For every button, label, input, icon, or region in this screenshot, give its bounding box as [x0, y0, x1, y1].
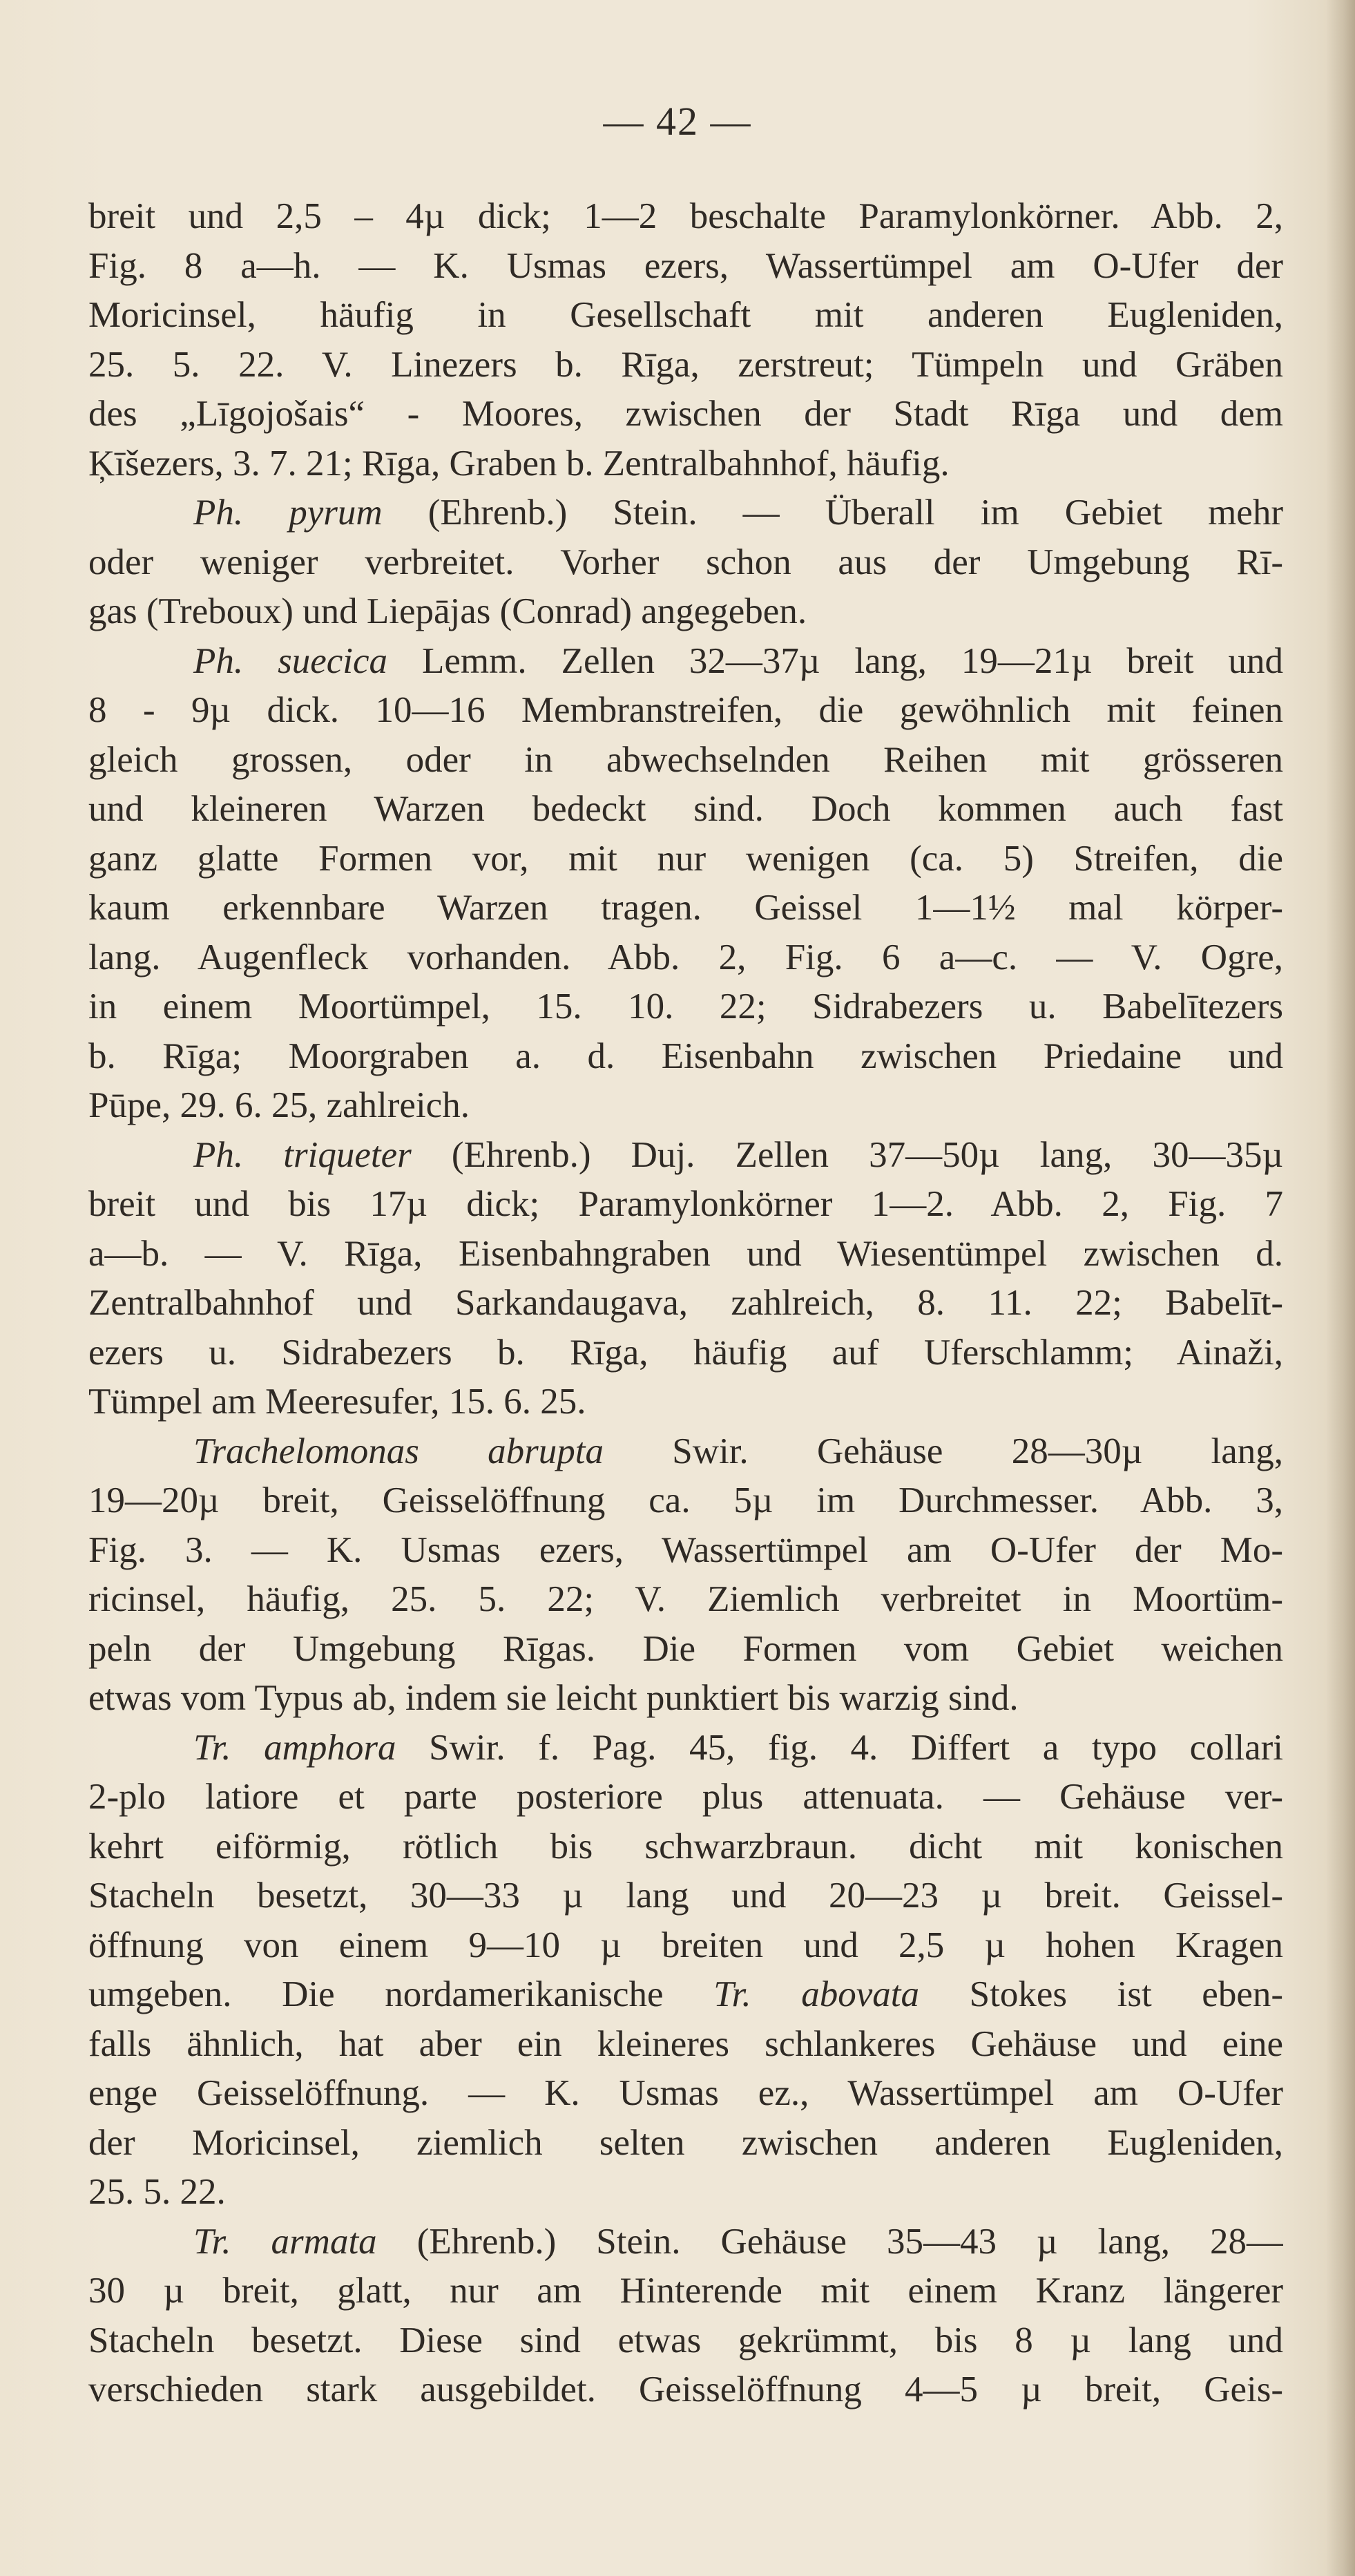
text-line — [88, 933, 1283, 983]
text-line — [88, 884, 1283, 933]
text-line — [88, 1674, 1283, 1724]
line-text: des „Līgojošais“ - Moores, zwischen der Stadt Rīga und dem — [88, 394, 1283, 434]
line-text: Lemm. Zellen 32—37µ lang, 19—21µ breit und — [387, 640, 1283, 681]
line-text: 30 µ breit, glatt, nur am Hinterende mit einem Kranz längerer — [88, 2271, 1283, 2311]
line-text: etwas vom Typus ab, indem sie leicht punktiert bis warzig sind. — [88, 1678, 1019, 1718]
text-line — [88, 291, 1283, 341]
species-name: Trachelomonas abrupta — [193, 1431, 604, 1471]
text-line — [88, 192, 1283, 242]
line-text: kehrt eiförmig, rötlich bis schwarzbraun. dicht mit konischen — [88, 1826, 1283, 1867]
line-text: ezers u. Sidrabezers b. Rīga, häufig auf Uferschlamm; Ainaži, — [88, 1332, 1283, 1373]
line-text: breit und 2,5 – 4µ dick; 1—2 beschalte Paramylonkörner. Abb. 2, — [88, 196, 1283, 236]
species-name: Ph. triqueter — [193, 1134, 412, 1175]
line-text: Pūpe, 29. 6. 25, zahlreich. — [88, 1085, 470, 1125]
line-text: Fig. 8 a—h. — K. Usmas ezers, Wassertümpel am O-Ufer der — [88, 245, 1283, 286]
line-text: öffnung von einem 9—10 µ breiten und 2,5 µ hohen Kragen — [88, 1925, 1283, 1965]
text-line — [88, 1279, 1283, 1328]
line-text: Swir. f. Pag. 45, fig. 4. Differt a typo collari — [396, 1727, 1283, 1768]
text-line — [88, 1377, 1283, 1427]
page-edge-shadow — [1326, 0, 1355, 2576]
line-text: (Ehrenb.) Stein. Gehäuse 35—43 µ lang, 28— — [376, 2221, 1283, 2262]
species-name: Tr. amphora — [193, 1727, 396, 1768]
text-line — [88, 982, 1283, 1032]
line-text: breit und bis 17µ dick; Paramylonkörner 1—2. Abb. 2, Fig. 7 — [88, 1184, 1283, 1224]
body-text — [88, 192, 1283, 2415]
text-line — [88, 242, 1283, 292]
line-text: lang. Augenfleck vorhanden. Abb. 2, Fig. 6 a—c. — V. Ogre, — [88, 937, 1283, 977]
text-line — [88, 785, 1283, 834]
text-line — [88, 341, 1283, 390]
text-line — [88, 2217, 1283, 2267]
text-line — [88, 1032, 1283, 1082]
line-text: 25. 5. 22. — [88, 2172, 226, 2212]
text-line — [88, 1081, 1283, 1131]
line-text: verschieden stark ausgebildet. Geisselöffnung 4—5 µ breit, Geis- — [88, 2369, 1283, 2410]
line-text: peln der Umgebung Rīgas. Die Formen vom Gebiet weichen — [88, 1628, 1283, 1669]
line-text: kaum erkennbare Warzen tragen. Geissel 1—1½ mal körper- — [88, 888, 1283, 928]
line-text: oder weniger verbreitet. Vorher schon aus der Umgebung Rī- — [88, 542, 1283, 582]
text-line — [88, 1131, 1283, 1181]
text-line — [88, 1822, 1283, 1872]
line-text: 2-plo latiore et parte posteriore plus attenuata. — Gehäuse ver- — [88, 1777, 1283, 1817]
text-line — [88, 1476, 1283, 1526]
text-line — [88, 2267, 1283, 2316]
text-line — [88, 1180, 1283, 1230]
text-line — [88, 1921, 1283, 1971]
text-line — [88, 1575, 1283, 1625]
text-line — [88, 439, 1283, 489]
line-text: 19—20µ breit, Geisselöffnung ca. 5µ im Durchmesser. Abb. 3, — [88, 1480, 1283, 1520]
line-text: Stacheln besetzt, 30—33 µ lang und 20—23 µ breit. Geissel- — [88, 1876, 1283, 1916]
text-line — [88, 587, 1283, 637]
line-text: Stacheln besetzt. Diese sind etwas gekrümmt, bis 8 µ lang und — [88, 2320, 1283, 2360]
line-text: Fig. 3. — K. Usmas ezers, Wassertümpel am O-Ufer der Mo- — [88, 1529, 1283, 1570]
text-line — [88, 2119, 1283, 2168]
line-text: b. Rīga; Moorgraben a. d. Eisenbahn zwischen Priedaine und — [88, 1036, 1283, 1076]
text-line — [88, 2316, 1283, 2366]
text-line — [88, 1427, 1283, 1477]
line-text: Stokes ist eben- — [919, 1974, 1283, 2014]
text-line — [88, 2020, 1283, 2070]
line-text: und kleineren Warzen bedeckt sind. Doch kommen auch fast — [88, 789, 1283, 829]
text-line — [88, 1230, 1283, 1279]
species-name: Tr. armata — [193, 2221, 377, 2262]
species-name: Tr. abovata — [713, 1974, 920, 2014]
line-text: umgeben. Die nordamerikanische — [88, 1974, 714, 2014]
species-name: Ph. suecica — [193, 640, 388, 681]
text-line — [88, 736, 1283, 785]
text-line — [88, 1871, 1283, 1921]
text-line — [88, 1773, 1283, 1822]
line-text: gas (Treboux) und Liepājas (Conrad) angegeben. — [88, 591, 807, 631]
line-text: a—b. — V. Rīga, Eisenbahngraben und Wiesentümpel zwischen d. — [88, 1233, 1283, 1274]
line-text: in einem Moortümpel, 15. 10. 22; Sidrabezers u. Babelītezers — [88, 986, 1283, 1027]
line-text: Swir. Gehäuse 28—30µ lang, — [603, 1431, 1283, 1471]
line-text: 25. 5. 22. V. Linezers b. Rīga, zerstreut; Tümpeln und Gräben — [88, 344, 1283, 385]
text-line — [88, 1328, 1283, 1378]
line-text: Moricinsel, häufig in Gesellschaft mit anderen Eugleniden, — [88, 295, 1283, 335]
line-text: Zentralbahnhof und Sarkandaugava, zahlreich, 8. 11. 22; Babelīt- — [88, 1283, 1283, 1323]
text-line — [88, 538, 1283, 588]
species-name: Ph. pyrum — [193, 493, 383, 533]
line-text: Ķīšezers, 3. 7. 21; Rīga, Graben b. Zentralbahnhof, häufig. — [88, 443, 950, 484]
text-line — [88, 390, 1283, 439]
text-line — [88, 1970, 1283, 2020]
line-text: enge Geisselöffnung. — K. Usmas ez., Wassertümpel am O-Ufer — [88, 2073, 1283, 2113]
text-line — [88, 1724, 1283, 1773]
line-text: (Ehrenb.) Stein. — Überall im Gebiet mehr — [382, 493, 1283, 533]
text-line — [88, 2069, 1283, 2119]
line-text: 8 - 9µ dick. 10—16 Membranstreifen, die gewöhnlich mit feinen — [88, 690, 1283, 730]
line-text: falls ähnlich, hat aber ein kleineres schlankeres Gehäuse und eine — [88, 2023, 1283, 2064]
line-text: (Ehrenb.) Duj. Zellen 37—50µ lang, 30—35µ — [411, 1134, 1283, 1175]
text-line — [88, 686, 1283, 736]
page-number: — 42 — — [603, 99, 752, 144]
line-text: gleich grossen, oder in abwechselnden Reihen mit grösseren — [88, 739, 1283, 780]
text-line — [88, 1625, 1283, 1675]
text-line — [88, 488, 1283, 538]
text-line — [88, 1526, 1283, 1576]
line-text: ganz glatte Formen vor, mit nur wenigen (ca. 5) Streifen, die — [88, 838, 1283, 879]
line-text: der Moricinsel, ziemlich selten zwischen anderen Eugleniden, — [88, 2122, 1283, 2163]
line-text: Tümpel am Meeresufer, 15. 6. 25. — [88, 1382, 586, 1422]
line-text: ricinsel, häufig, 25. 5. 22; V. Ziemlich verbreitet in Moortüm- — [88, 1579, 1283, 1619]
text-line — [88, 2365, 1283, 2415]
text-line — [88, 637, 1283, 687]
text-line — [88, 2168, 1283, 2217]
text-line — [88, 834, 1283, 884]
